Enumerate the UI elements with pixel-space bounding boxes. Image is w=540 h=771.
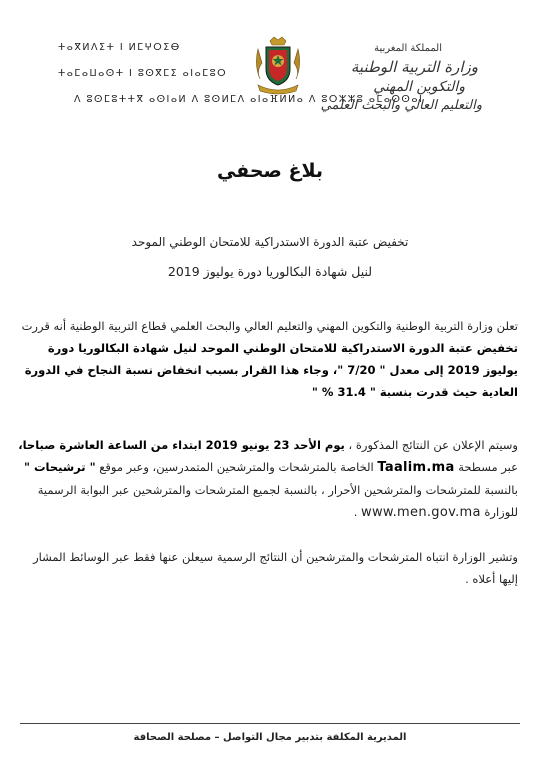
footer-department: المديرية المكلفة بتدبير مجال التواصل – مصلحة الصحافة [133,732,407,743]
paragraph-2-part-4: بالنسبة للمترشحات والمترشحين الأحرار ، بالنسبة لجميع المترشحات والمترشحين عبر البوابة الرسمية للوزارة [37,483,518,519]
paragraph-2-part-3: الخاصة بالمترشحات والمترشحين المتمدرسين، وعبر موقع [99,460,374,474]
footer-divider [20,723,520,724]
ministry-name-line-3: والتعليم العالي والبحث العلمي [320,98,482,113]
ministry-portal-link[interactable]: www.men.gov.ma [361,505,481,520]
paragraph-2-part-1: وسيتم الإعلان عن النتائج المذكورة ، [348,438,518,452]
letterhead [0,0,540,120]
taalim-link[interactable]: Taalim.ma [377,460,455,475]
ministry-name-line-1: وزارة التربية الوطنية [350,58,478,76]
ministry-name-line-2: والتكوين المهني [373,79,465,95]
subtitle-line-1: تخفيض عتبة الدورة الاستدراكية للامتحان الوطني الموحد [131,235,409,249]
subtitle-line-2: لنيل شهادة البكالوريا دورة يوليوز 2019 [167,264,373,279]
tifinagh-line-1: ⵜⴰⴳⵍⴷⵉⵜ ⵏ ⵍⵎⵖⵔⵉⴱ [58,42,181,53]
tifinagh-line-2: ⵜⴰⵎⴰⵡⴰⵙⵜ ⵏ ⵓⵙⴳⵎⵉ ⴰⵏⴰⵎⵓⵔ [58,68,228,79]
page-title: بلاغ صحفي [216,160,324,182]
paragraph-2-end: . [353,505,358,519]
paragraph-results-date [18,434,518,524]
paragraph-2-part-2: عبر مسطحة [458,460,518,474]
paragraph-1-intro: تعلن وزارة التربية الوطنية والتكوين المهني والتعليم العالي والبحث العلمي قطاع التربية الوطنية أنه قررت [21,319,518,333]
tarchihat-label: " ترشيحات " [23,460,96,474]
tifinagh-line-3: ⴷ ⵓⵙⵎⵓⵜⵜⴳ ⴰⵙⵏⴰⵍ ⴷ ⵓⵙⵍⵎⴷ ⴰⵏⴰⴼⵍⵍⴰ ⴷ ⵓⵔⵣⵣⵓ ⴰⵎⴰⵙⵙⴰⵏ [74,94,424,105]
moroccan-coat-of-arms-icon [252,35,304,97]
kingdom-label: المملكة المغربية [374,43,442,54]
paragraph-notice: وتشير الوزارة انتباه المترشحات والمترشحين أن النتائج الرسمية سيعلن عنها فقط عبر الوسائط المشار إليها أعلاه . [33,550,518,586]
paragraph-announcement [18,315,518,403]
paragraph-1-decision: تخفيض عتبة الدورة الاستدراكية للامتحان الوطني الموحد لنيل شهادة البكالوريا دورة يوليوز 2019 إلى معدل " 7/20 "، وجاء هذا القرار بسبب انخفاض نسبة النجاح في الدورة العادية حيث قدرت بنسبة " 31.4 % " [24,341,518,399]
results-date: يوم الأحد 23 يونيو 2019 ابتداء من الساعة العاشرة صباحا، [18,438,345,452]
